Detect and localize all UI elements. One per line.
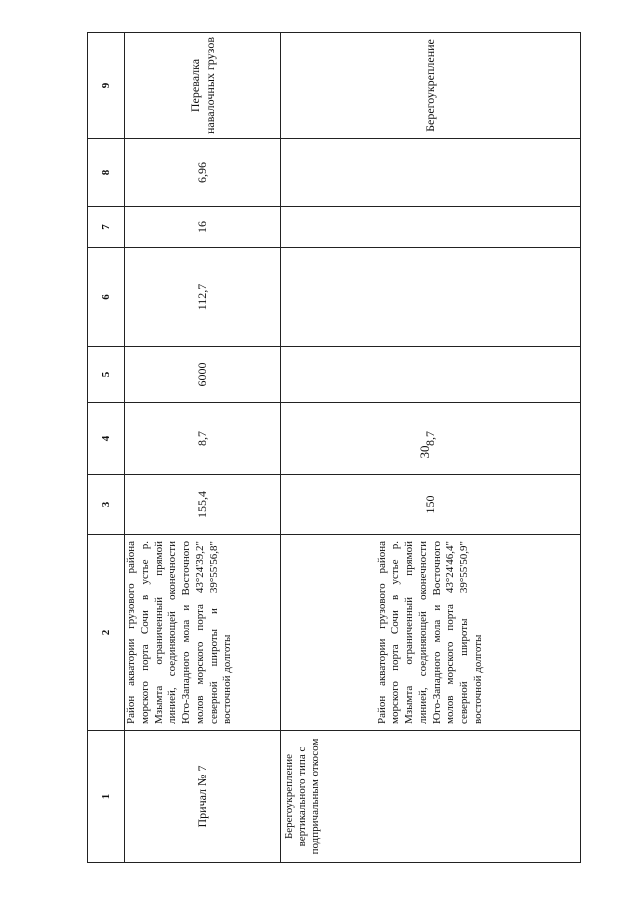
row1-purpose-cell — [125, 33, 281, 139]
row1-col7: 16 — [125, 207, 281, 248]
header-col-5: 5 — [88, 347, 125, 403]
table-row — [281, 33, 581, 863]
row1-purpose: Перевалка навалочных грузов — [187, 37, 217, 134]
berth-table — [87, 32, 581, 863]
row2-col6 — [281, 248, 581, 347]
row1-area: Район акватории грузового района морского порта Сочи в устье р. Мзымта ограниченный прямой линией, соединяющей оконечности Юго-Западного мола и Восточного молов морского порта 43°24'39,2" северной широты и 39°55'56,8" восточной долготы — [125, 535, 281, 731]
row1-name-cell — [125, 731, 281, 863]
row2-depth: 8,7 — [281, 403, 581, 475]
header-row — [88, 33, 125, 863]
row2-area: Район акватории грузового района морского порта Сочи в устье р. Мзымта ограниченный прямой линией, соединяющей оконечности Юго-Западного мола и Восточного молов морского порта 43°24'46,4" северной широты 39°55'50,9" восточной долготы — [281, 535, 581, 731]
row1-length: 155,4 — [125, 475, 281, 535]
berth-table-rotated — [87, 33, 573, 863]
header-col-6: 6 — [88, 248, 125, 347]
header-col-8: 8 — [88, 139, 125, 207]
row1-col5: 6000 — [125, 347, 281, 403]
row2-length: 150 — [281, 475, 581, 535]
row2-name: Берегоукрепление вертикального типа с подпричальным откосом — [281, 731, 581, 863]
header-col-4: 4 — [88, 403, 125, 475]
row2-col5 — [281, 347, 581, 403]
row1-col8: 6,96 — [125, 139, 281, 207]
header-col-2: 2 — [88, 535, 125, 731]
table-row — [125, 33, 281, 863]
header-col-7: 7 — [88, 207, 125, 248]
header-col-9: 9 — [88, 33, 125, 139]
header-col-3: 3 — [88, 475, 125, 535]
row1-name: Причал № 7 — [195, 765, 209, 828]
row1-depth: 8,7 — [125, 403, 281, 475]
page-number: 30 — [417, 445, 432, 459]
row2-col8 — [281, 139, 581, 207]
row1-col6: 112,7 — [125, 248, 281, 347]
row2-col7 — [281, 207, 581, 248]
row2-purpose: Берегоукрепление — [281, 33, 581, 139]
header-col-1: 1 — [88, 731, 125, 863]
